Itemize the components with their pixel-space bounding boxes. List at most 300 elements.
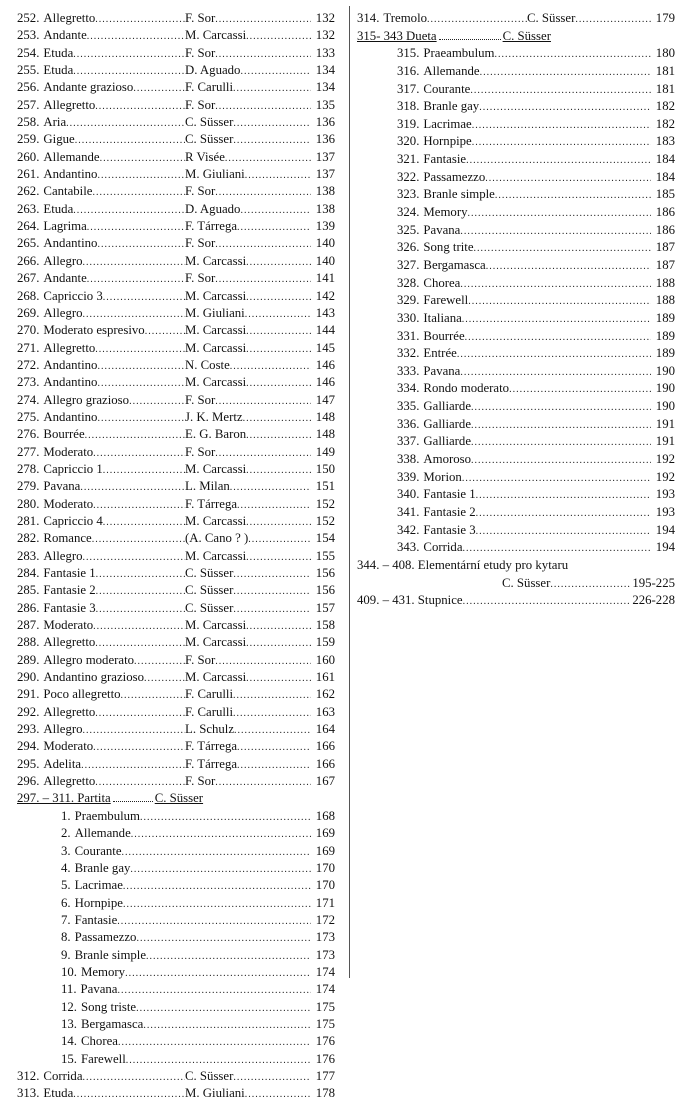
entry-composer: M. Carcassi — [185, 670, 247, 685]
partita-item — [17, 860, 335, 877]
entry-title: Andantino grazioso — [43, 670, 144, 685]
entry-number: 329. — [397, 293, 420, 308]
entry-title: Galliarde — [423, 434, 472, 449]
entry-title: Gigue — [43, 132, 75, 147]
leader-dots — [146, 948, 311, 965]
leader-dots — [240, 63, 311, 80]
entry-composer: L. Milan — [185, 479, 230, 494]
entry-number: 270. — [17, 323, 40, 338]
entry-page: 182 — [655, 116, 675, 131]
entry-title: Andante — [43, 28, 87, 43]
entry-number: 296. — [17, 774, 40, 789]
entry-composer: M. Carcassi — [185, 513, 247, 528]
entry-number: 343. — [397, 540, 420, 555]
entry-number: 314. — [357, 11, 380, 25]
leader-dots — [237, 739, 311, 756]
entry-page: 166 — [315, 739, 335, 754]
leader-dots — [248, 531, 311, 548]
stupnice-line — [357, 592, 675, 610]
etudy-line — [357, 557, 675, 575]
leader-dots — [96, 601, 185, 618]
entry-title: Fantasie 2 — [423, 504, 476, 519]
dueta-item — [357, 222, 675, 240]
toc-entry — [17, 756, 335, 773]
toc-entry — [17, 669, 335, 686]
leader-dots — [233, 601, 311, 618]
entry-page: 193 — [655, 504, 675, 519]
dueta-item — [357, 522, 675, 540]
entry-composer: N. Coste — [185, 357, 230, 372]
entry-page: 132 — [315, 28, 335, 43]
partita-item — [17, 808, 335, 825]
entry-title: Etuda — [43, 1086, 74, 1101]
toc-entry — [17, 27, 335, 44]
dueta-item — [357, 81, 675, 99]
toc-entry — [17, 392, 335, 409]
entry-page: 164 — [315, 722, 335, 737]
entry-title: Praembulum — [74, 808, 141, 823]
leader-dots — [486, 258, 651, 276]
leader-dots — [97, 410, 185, 427]
leader-dots — [237, 497, 311, 514]
toc-entry — [17, 738, 335, 755]
leader-dots — [95, 98, 185, 115]
dueta-item — [357, 186, 675, 204]
etudy-composer-line — [357, 575, 675, 593]
entry-page: 158 — [315, 618, 335, 633]
entry-title-part — [17, 548, 185, 566]
partita-item — [17, 981, 335, 998]
leader-dots — [215, 98, 311, 115]
entry-title-part — [17, 634, 185, 652]
leader-dots — [245, 1086, 311, 1103]
leader-dots — [466, 152, 651, 170]
leader-dots — [457, 346, 651, 364]
stupnice-pages: 226-228 — [632, 593, 675, 608]
entry-composer: F. Tárrega — [185, 219, 238, 234]
entry-number: 335. — [397, 399, 420, 414]
entry-composer: F. Sor — [185, 444, 216, 459]
dueta-item — [357, 433, 675, 451]
entry-number: 280. — [17, 496, 40, 511]
entry-page: 154 — [315, 531, 335, 546]
entry-composer: F. Sor — [185, 184, 216, 199]
entry-number: 255. — [17, 63, 40, 78]
entry-page: 135 — [315, 97, 335, 112]
dueta-item — [357, 451, 675, 469]
leader-dots — [215, 236, 311, 253]
entry-number: 341. — [397, 504, 420, 519]
entry-composer: C. Süsser — [185, 132, 234, 147]
entry-title-part — [357, 10, 527, 29]
entry-page: 146 — [315, 357, 335, 372]
leader-dots — [479, 99, 651, 117]
entry-number: 336. — [397, 416, 420, 431]
entry-number: 291. — [17, 687, 40, 702]
entry-title: Poco allegretto — [43, 687, 121, 702]
entry-title-part — [17, 305, 185, 323]
leader-dots — [73, 63, 185, 80]
leader-dots — [93, 618, 185, 635]
entry-composer: F. Sor — [185, 11, 216, 25]
entry-number: 284. — [17, 566, 40, 580]
leader-dots — [85, 427, 185, 444]
entry-page: 143 — [315, 305, 335, 320]
dueta-item — [357, 275, 675, 293]
leader-dots — [462, 470, 651, 488]
entry-page: 174 — [315, 982, 335, 997]
entry-page: 152 — [315, 496, 335, 511]
entry-composer: M. Carcassi — [185, 253, 247, 268]
entry-title: Lacrimae — [423, 116, 472, 131]
partita-item — [17, 825, 335, 842]
leader-dots — [215, 653, 311, 670]
entry-number: 285. — [17, 583, 40, 598]
dueta-item — [357, 133, 675, 151]
entry-title: Galliarde — [423, 399, 472, 414]
entry-composer: M. Carcassi — [185, 635, 247, 650]
entry-number: 295. — [17, 756, 40, 771]
entry-title: Moderato — [43, 618, 94, 633]
entry-composer: C. Süsser — [185, 1068, 234, 1083]
leader-dots — [81, 757, 185, 774]
entry-title-part — [17, 756, 185, 774]
entry-composer: F. Tárrega — [185, 496, 238, 511]
entry-title: Allemande — [43, 149, 100, 164]
entry-title-part — [17, 669, 185, 687]
dueta-item — [357, 292, 675, 310]
entry-number: 317. — [397, 81, 420, 96]
entry-title: Allegretto — [43, 635, 96, 650]
entry-page: 189 — [655, 346, 675, 361]
entry-title: Corrida — [423, 540, 463, 555]
entry-title-part — [17, 600, 185, 618]
dueta-item — [357, 328, 675, 346]
entry-page: 140 — [315, 253, 335, 268]
entry-title-part — [17, 45, 185, 63]
entry-page: 145 — [315, 340, 335, 355]
entry-title-part — [17, 114, 185, 132]
entry-title: Bourrée — [423, 328, 465, 343]
entry-title: Fantasie 2 — [43, 583, 96, 598]
entry-title: Bergamasca — [81, 1016, 144, 1031]
entry-title: Adelita — [43, 756, 82, 771]
entry-title: Praeambulum — [423, 46, 495, 61]
toc-entry — [17, 530, 335, 547]
toc-entry — [17, 235, 335, 252]
dueta-item — [357, 151, 675, 169]
leader-dots — [575, 11, 651, 29]
leader-dots — [92, 184, 185, 201]
entry-page: 189 — [655, 310, 675, 325]
entry-number: 340. — [397, 487, 420, 502]
leader-dots — [233, 566, 311, 583]
leader-dots — [472, 134, 651, 152]
entry-title: Andantino — [43, 236, 98, 251]
leader-dots — [245, 306, 311, 323]
dueta-item — [357, 504, 675, 522]
leader-dots — [117, 913, 311, 930]
entry-page: 179 — [655, 11, 675, 25]
entry-title-part — [17, 1068, 185, 1086]
leader-dots — [476, 523, 651, 541]
entry-title: Allegretto — [43, 11, 96, 25]
entry-page: 178 — [315, 1086, 335, 1101]
leader-dots — [125, 965, 311, 982]
entry-page: 157 — [315, 600, 335, 615]
dueta-item — [357, 257, 675, 275]
entry-title-part — [17, 288, 185, 306]
toc-entry — [17, 374, 335, 391]
entry-page: 188 — [655, 293, 675, 308]
leader-dots — [245, 167, 311, 184]
entry-number: 259. — [17, 132, 40, 147]
entry-page: 173 — [315, 930, 335, 945]
toc-entry — [17, 444, 335, 461]
entry-title: Hornpipe — [423, 134, 472, 149]
leader-dots — [230, 479, 311, 496]
entry-number: 316. — [397, 63, 420, 78]
entry-title: Chorea — [423, 275, 461, 290]
entry-number: 327. — [397, 257, 420, 272]
entry-composer: F. Sor — [185, 652, 216, 667]
entry-number: 256. — [17, 80, 40, 95]
leader-dots — [97, 236, 185, 253]
entry-title: Fantasie 1 — [423, 487, 476, 502]
entry-page: 138 — [315, 184, 335, 199]
entry-number: 338. — [397, 452, 420, 467]
entry-number: 320. — [397, 134, 420, 149]
dueta-item — [357, 169, 675, 187]
leader-dots — [246, 427, 311, 444]
toc-entry — [17, 131, 335, 148]
heading-dots — [113, 792, 153, 802]
heading-dots — [439, 30, 501, 40]
entry-page: 134 — [315, 80, 335, 95]
entry-page: 170 — [315, 878, 335, 893]
toc-entry — [17, 322, 335, 339]
entry-title: Fantasie 1 — [43, 566, 96, 580]
entry-composer: F. Sor — [185, 45, 216, 60]
entry-composer: (A. Cano ? ) — [185, 531, 249, 546]
entry-title: Farewell — [423, 293, 469, 308]
entry-title-part — [17, 426, 185, 444]
dueta-item — [357, 345, 675, 363]
entry-number: 321. — [397, 152, 420, 167]
toc-entry — [17, 721, 335, 738]
entry-page: 166 — [315, 756, 335, 771]
entry-number: 252. — [17, 11, 40, 25]
entry-number: 6. — [61, 895, 71, 910]
entry-page: 169 — [315, 843, 335, 858]
entry-title-part — [17, 131, 185, 149]
entry-number: 323. — [397, 187, 420, 202]
leader-dots — [471, 434, 651, 452]
entry-number: 257. — [17, 97, 40, 112]
entry-number: 253. — [17, 28, 40, 43]
leader-dots — [83, 549, 186, 566]
toc-entry — [17, 513, 335, 530]
entry-number: 275. — [17, 409, 40, 424]
entry-page: 146 — [315, 375, 335, 390]
entry-title: Andantino — [43, 375, 98, 390]
leader-dots — [246, 635, 311, 652]
entry-title: Allegro moderato — [43, 652, 135, 667]
entry-number: 337. — [397, 434, 420, 449]
entry-number: 339. — [397, 469, 420, 484]
leader-dots — [126, 1052, 311, 1069]
leader-dots — [143, 1017, 311, 1034]
entry-title-part — [17, 513, 185, 531]
leader-dots — [233, 115, 311, 132]
entry-number: 267. — [17, 271, 40, 286]
toc-entry — [17, 10, 335, 27]
entry-title-part — [17, 201, 185, 219]
leader-dots — [140, 809, 311, 826]
entry-number: 279. — [17, 479, 40, 494]
entry-title: Capriccio 3 — [43, 288, 103, 303]
leader-dots — [122, 844, 311, 861]
entry-title: Allegro — [43, 548, 83, 563]
leader-dots — [237, 219, 311, 236]
entry-number: 269. — [17, 305, 40, 320]
entry-composer: F. Sor — [185, 392, 216, 407]
entry-composer: D. Aguado — [185, 201, 241, 216]
leader-dots — [243, 410, 311, 427]
entry-title: Lacrimae — [74, 878, 123, 893]
entry-title-part — [17, 27, 185, 45]
entry-page: 136 — [315, 132, 335, 147]
entry-number: 330. — [397, 310, 420, 325]
entry-number: 318. — [397, 99, 420, 114]
entry-title-part — [17, 582, 185, 600]
heading-range: 297. – 311. Partita — [17, 791, 111, 806]
entry-title-part — [17, 270, 185, 288]
partita-item — [17, 929, 335, 946]
entry-title: Farewell — [81, 1051, 126, 1066]
leader-dots — [233, 583, 311, 600]
entry-number: 287. — [17, 618, 40, 633]
entry-number: 326. — [397, 240, 420, 255]
entry-number: 324. — [397, 205, 420, 220]
leader-dots — [118, 1034, 311, 1051]
entry-number: 313. — [17, 1086, 40, 1101]
leader-dots — [427, 11, 527, 29]
entry-page: 163 — [315, 704, 335, 719]
entry-title-part — [17, 10, 185, 28]
toc-entry — [17, 652, 335, 669]
dueta-item — [357, 45, 675, 63]
entry-number: 328. — [397, 275, 420, 290]
entry-title: Song trite — [423, 240, 474, 255]
entry-title: Moderato — [43, 444, 94, 459]
entry-title: Pavana — [80, 982, 118, 997]
leader-dots — [80, 479, 185, 496]
leader-dots — [246, 618, 311, 635]
entry-title: Allegro — [43, 253, 83, 268]
partita-item — [17, 1033, 335, 1050]
entry-page: 168 — [315, 808, 335, 823]
entry-title-part — [17, 340, 185, 358]
toc-entry — [17, 582, 335, 599]
entry-page: 151 — [315, 479, 335, 494]
entry-number: 268. — [17, 288, 40, 303]
entry-number: 332. — [397, 346, 420, 361]
heading-composer: C. Süsser — [154, 791, 204, 806]
entry-page: 176 — [315, 1051, 335, 1066]
entry-page: 133 — [315, 45, 335, 60]
leader-dots — [460, 223, 651, 241]
entry-number: 283. — [17, 548, 40, 563]
entry-number: 13. — [61, 1016, 77, 1031]
entry-page: 191 — [655, 416, 675, 431]
entry-title-part — [17, 738, 185, 756]
leader-dots — [95, 341, 185, 358]
leader-dots — [73, 202, 185, 219]
entry-title-part — [17, 392, 185, 410]
leader-dots — [462, 311, 651, 329]
entry-title: Andantino — [43, 357, 98, 372]
entry-composer: R Visée — [185, 149, 225, 164]
entry-composer: D. Aguado — [185, 63, 241, 78]
entry-number: 260. — [17, 149, 40, 164]
entry-title-part — [17, 704, 185, 722]
entry-page: 175 — [315, 999, 335, 1014]
leader-dots — [97, 358, 185, 375]
entry-composer: F. Sor — [185, 271, 216, 286]
entry-composer: M. Carcassi — [185, 461, 247, 476]
entry-title-part — [17, 652, 185, 670]
leader-dots — [467, 205, 651, 223]
entry-number: 276. — [17, 427, 40, 442]
entry-title-part — [17, 1085, 185, 1103]
entry-number: 5. — [61, 878, 71, 893]
dueta-item — [357, 310, 675, 328]
partita-item — [17, 912, 335, 929]
entry-page: 190 — [655, 399, 675, 414]
entry-title: Allegretto — [43, 704, 96, 719]
entry-page: 156 — [315, 583, 335, 598]
entry-title: Fantasie — [423, 152, 467, 167]
entry-composer: F. Tárrega — [185, 739, 238, 754]
toc-entry — [17, 496, 335, 513]
entry-page: 175 — [315, 1016, 335, 1031]
entry-title: Corrida — [43, 1068, 83, 1083]
leader-dots — [93, 739, 185, 756]
partita-item — [17, 895, 335, 912]
leader-dots — [66, 115, 185, 132]
entry-title: Aria — [43, 115, 67, 130]
entry-composer: M. Carcassi — [185, 288, 247, 303]
heading-range: 315- 343 Dueta — [357, 28, 437, 43]
entry-number: 312. — [17, 1068, 40, 1083]
toc-entry — [17, 478, 335, 495]
entry-title: Tremolo — [383, 11, 428, 25]
entry-number: 315. — [397, 46, 420, 61]
entry-page: 148 — [315, 427, 335, 442]
leader-dots — [476, 505, 651, 523]
toc-entry — [17, 114, 335, 131]
entry-number: 277. — [17, 444, 40, 459]
entry-number: 15. — [61, 1051, 77, 1066]
leader-dots — [463, 593, 631, 611]
entry-page: 190 — [655, 363, 675, 378]
entry-title-part — [17, 444, 185, 462]
entry-page: 139 — [315, 219, 335, 234]
entry-title: Hornpipe — [74, 895, 123, 910]
entry-title: Song triste — [81, 999, 137, 1014]
entry-title: Amoroso — [423, 452, 472, 467]
